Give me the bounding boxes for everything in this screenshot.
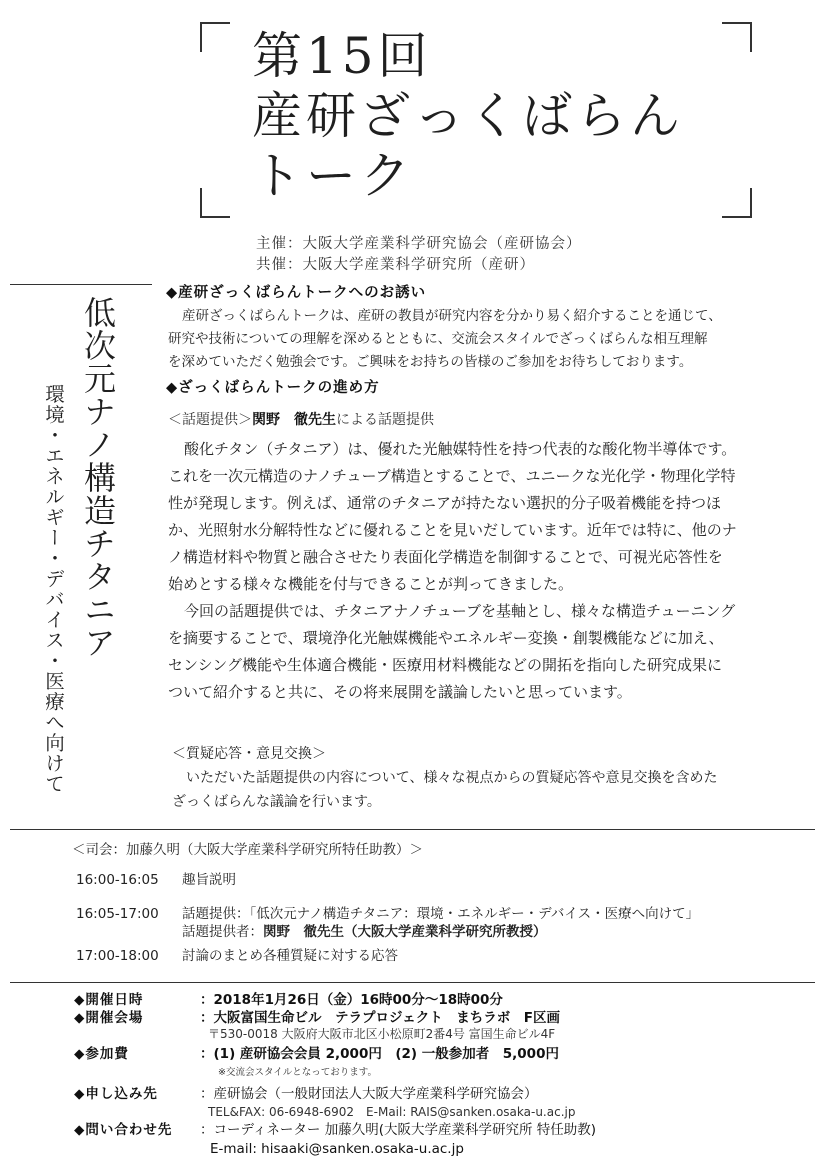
venue-address: 〒530-0018 大阪府大阪市北区小松原町2番4号 富国生命ビル4F (208, 1027, 556, 1041)
event-title-line1: 第15回 (252, 27, 432, 85)
program-desc: 話題提供：「低次元ナノ構造チタニア：環境・エネルギー・デバイス・医療へ向けて」 (182, 906, 700, 922)
venue-value: ：大阪富国生命ビル テラプロジェクト まちラボ F区画 (200, 1010, 560, 1026)
program-desc: 趣旨説明 (182, 872, 236, 888)
date-value: ：2018年1月26日（金）16時00分～18時00分 (200, 992, 503, 1008)
invite-line: を深めていただく勉強会です。ご興味をお持ちの皆様のご参加をお待ちしております。 (168, 354, 693, 370)
left-divider (10, 284, 152, 285)
program-divider (10, 829, 815, 830)
title-bracket-top-left (200, 22, 230, 52)
apply-value: ：産研協会（一般財団法人大阪大学産業科学研究協会） (200, 1086, 538, 1102)
speaker-name: 関野 徹先生 (252, 412, 336, 428)
venue-label: ◆開催会場 (74, 1010, 144, 1026)
apply-label: ◆申し込み先 (74, 1086, 158, 1102)
invite-line: 研究や技術についての理解を深めるとともに、交流会スタイルでざっくばらんな相互理解 (168, 331, 708, 347)
contact-value: ：コーディネーター 加藤久明(大阪大学産業科学研究所 特任助教) (200, 1122, 597, 1138)
info-divider (10, 982, 815, 983)
apply-contact: TEL&FAX: 06-6948-6902 E-Mail: RAIS@sanken.osaka-u.ac.jp (208, 1105, 576, 1119)
body-line: センシング機能や生体適合機能・医療用材料機能などの開拓を指向した研究成果に (168, 656, 722, 674)
event-title-line3: トーク (252, 147, 414, 205)
topic-vertical-title: 低次元ナノ構造チタニア (79, 296, 117, 659)
event-title (252, 26, 684, 206)
co-organizer: 共催：大阪大学産業科学研究所（産研） (256, 257, 535, 273)
topic-body (168, 436, 808, 706)
qa-line: ざっくばらんな議論を行います。 (172, 794, 381, 810)
fee-note: ※交流会スタイルとなっております。 (218, 1067, 378, 1078)
contact-email: E-mail: hisaaki@sanken.osaka-u.ac.jp (210, 1141, 464, 1157)
presenter-label: 話題提供者： (182, 924, 263, 940)
fee-label: ◆参加費 (74, 1046, 129, 1062)
host-block (256, 234, 582, 276)
body-line: ついて紹介すると共に、その将来展開を議論したいと思っています。 (168, 683, 632, 701)
qa-line: いただいた話題提供の内容について、様々な視点からの質疑応答や意見交換を含めた (186, 770, 718, 786)
qa-heading: ＜質疑応答・意見交換＞ (172, 746, 326, 762)
body-line: 性が発現します。例えば、通常のチタニアが持たない選択的分子吸着機能を持つほ (168, 494, 722, 512)
body-line: を摘要することで、環境浄化光触媒機能やエネルギー変換・創製機能などに加え、 (168, 629, 724, 647)
presenter-line (182, 922, 547, 942)
program-time: 16:05-17:00 (76, 906, 159, 922)
process-heading: ◆ざっくばらんトークの進め方 (166, 380, 380, 396)
body-line: か、光照射水分解特性などに優れることを見いだしています。近年では特に、他のナ (168, 521, 737, 539)
presenter-name: 関野 徹先生（大阪大学産業科学研究所教授） (263, 924, 547, 940)
body-line: 酸化チタン（チタニア）は、優れた光触媒特性を持つ代表的な酸化物半導体です。 (184, 440, 737, 458)
program-time: 16:00-16:05 (76, 872, 159, 888)
event-title-line2: 産研ざっくばらん (252, 87, 684, 145)
title-bracket-top-right (722, 22, 752, 52)
program-time: 17:00-18:00 (76, 948, 159, 964)
topic-vertical-subtitle: 環境・エネルギー・デバイス・医療へ向けて (42, 384, 65, 794)
invite-paragraph (168, 305, 798, 374)
body-line: ノ構造材料や物質と融合させたり表面化学構造を制御することで、可視光応答性を (168, 548, 723, 566)
moderator: ＜司会：加藤久明（大阪大学産業科学研究所特任助教）＞ (72, 842, 423, 858)
contact-label: ◆問い合わせ先 (74, 1122, 173, 1138)
topic-suffix: による話題提供 (336, 412, 434, 428)
qa-block (172, 742, 792, 814)
date-label: ◆開催日時 (74, 992, 144, 1008)
body-line: 今回の話題提供では、チタニアナノチューブを基軸とし、様々な構造チューニング (184, 602, 736, 620)
organizer: 主催：大阪大学産業科学研究協会（産研協会） (256, 236, 582, 252)
body-line: これを一次元構造のナノチューブ構造とすることで、ユニークな光化学・物理化学特 (168, 467, 736, 485)
program-desc: 討論のまとめ各種質疑に対する応答 (182, 948, 398, 964)
topic-line (168, 409, 434, 431)
fee-value: ：(1) 産研協会会員 2,000円 (2) 一般参加者 5,000円 (200, 1046, 559, 1062)
title-bracket-bottom-left (200, 188, 230, 218)
invite-heading: ◆産研ざっくばらんトークへのお誘い (166, 285, 427, 301)
topic-prefix: ＜話題提供＞ (168, 412, 252, 428)
invite-line: 産研ざっくばらんトークは、産研の教員が研究内容を分かり易く紹介することを通じて、 (182, 308, 722, 324)
body-line: 始めとする様々な機能を付与できることが判ってきました。 (168, 575, 574, 593)
title-bracket-bottom-right (722, 188, 752, 218)
